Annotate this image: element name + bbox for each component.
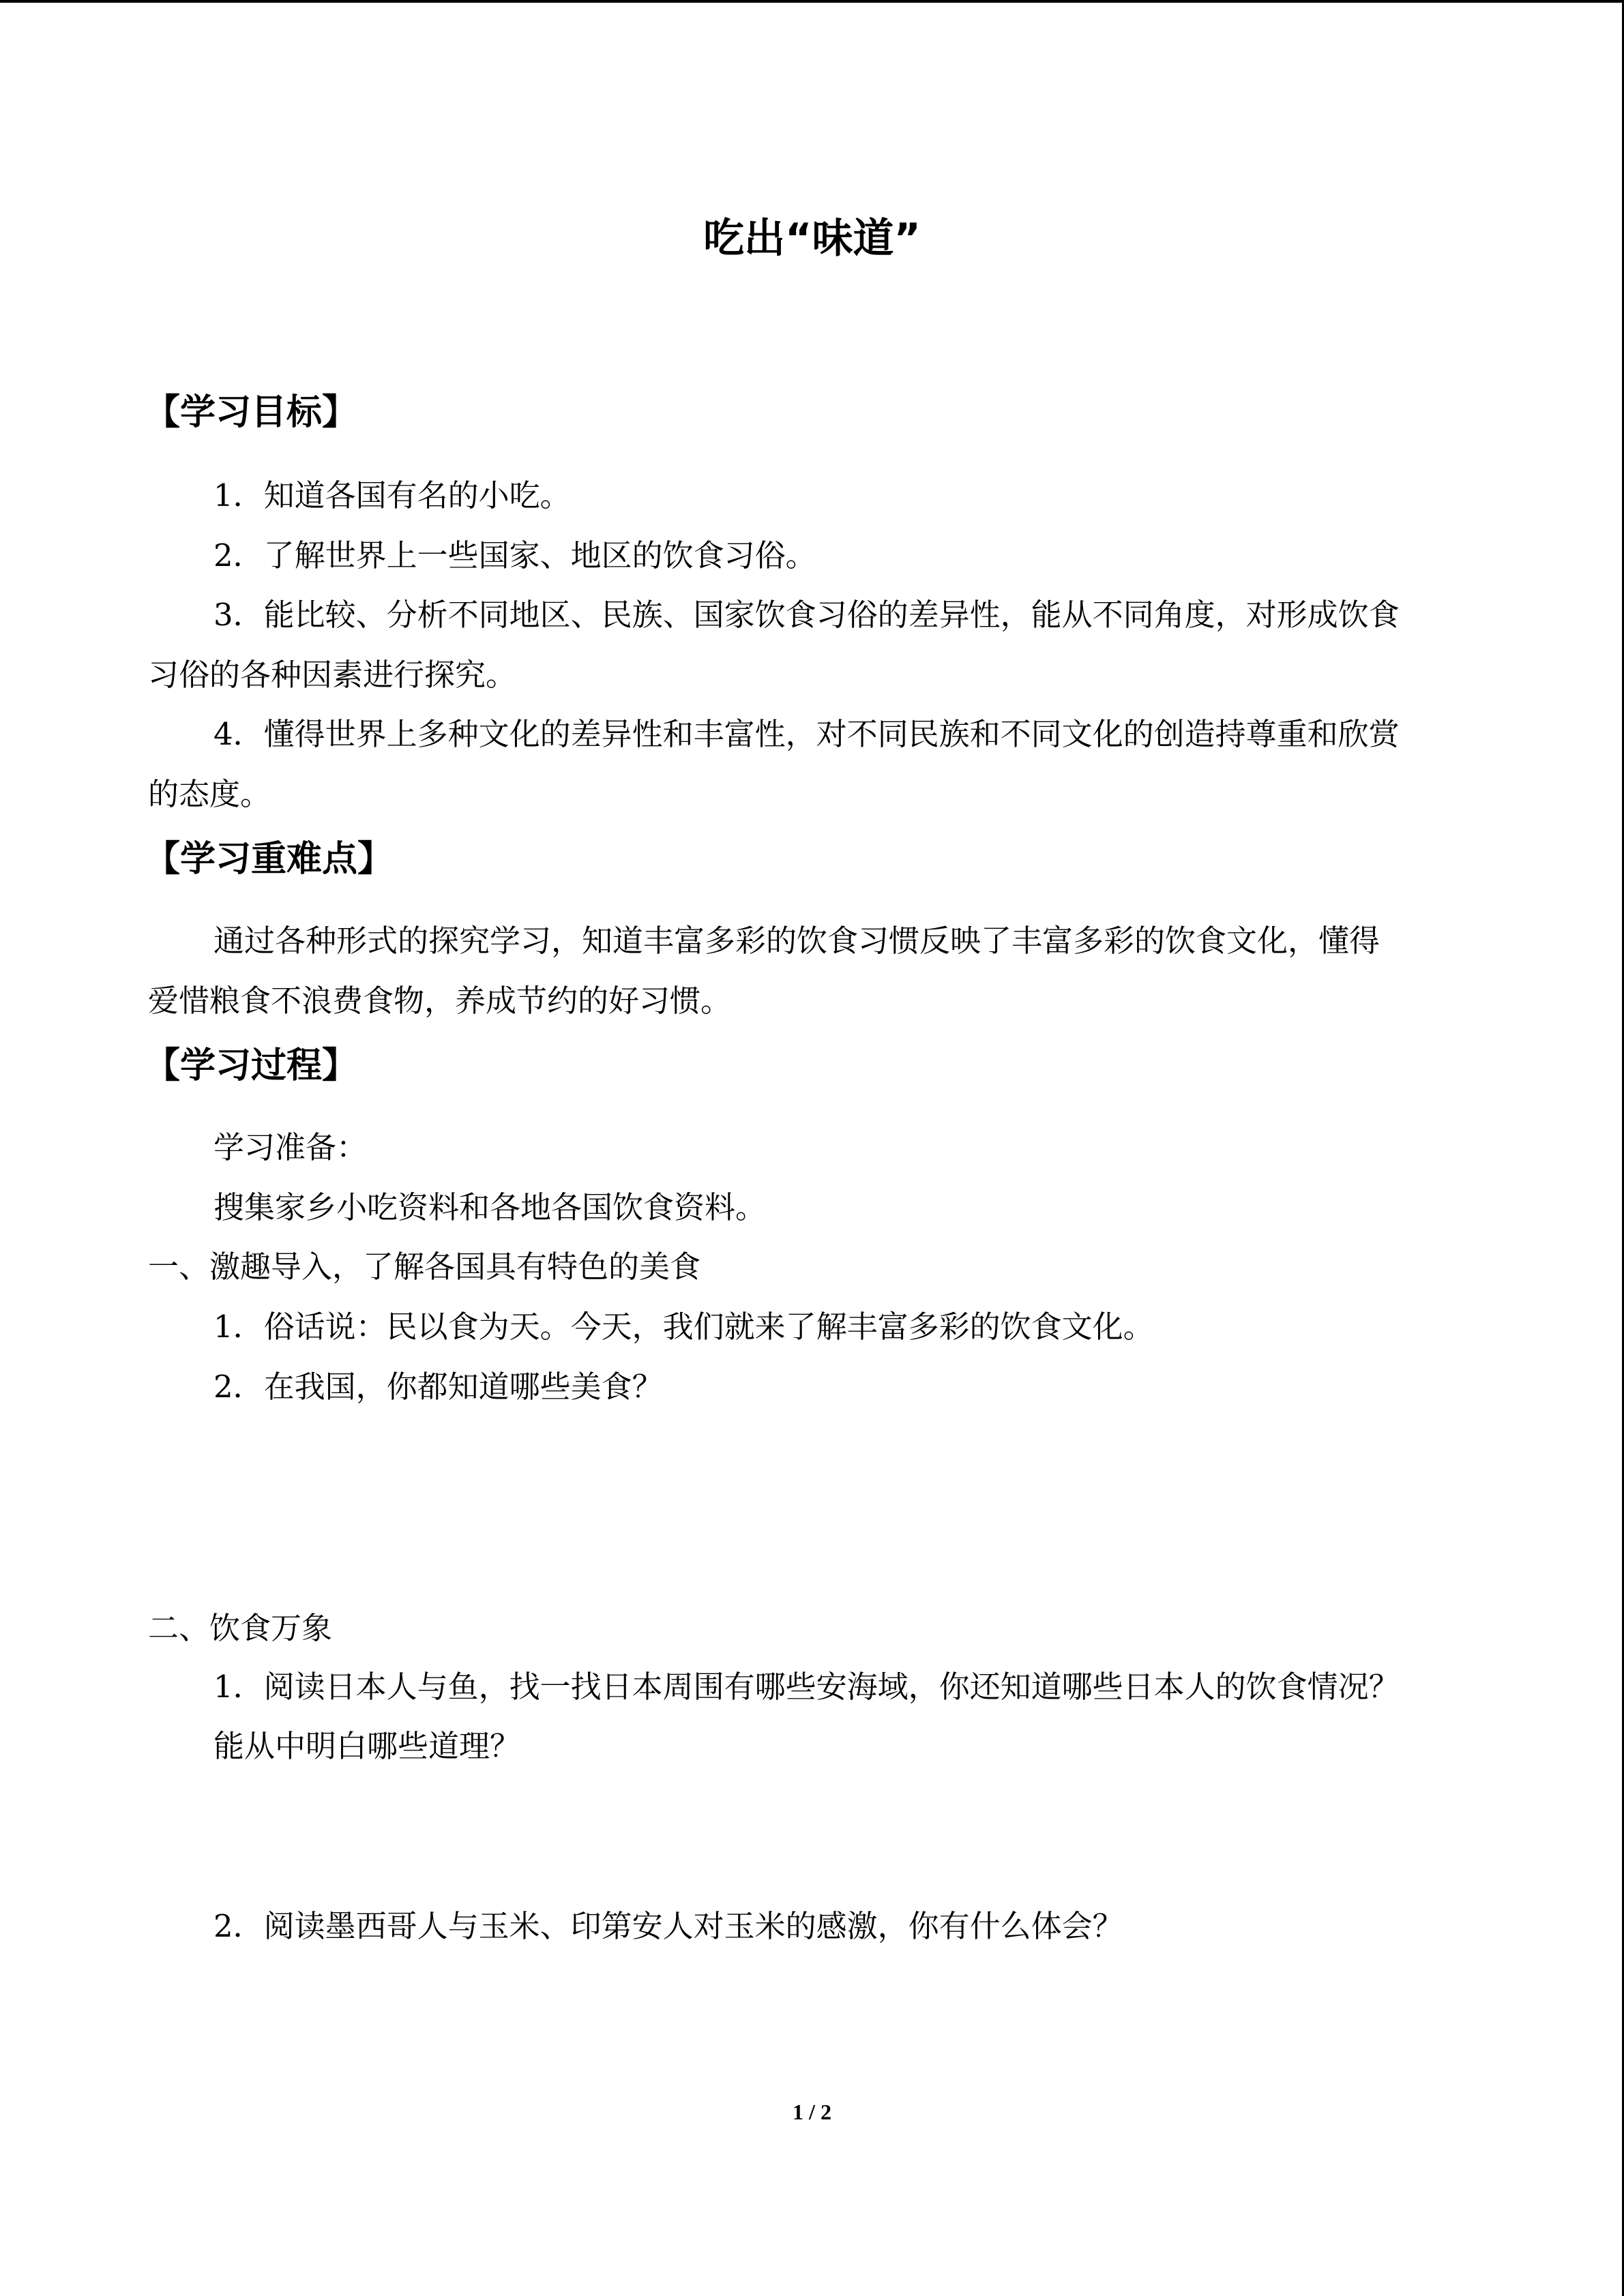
prep-text: 搜集家乡小吃资料和各地各国饮食资料。 — [213, 1189, 767, 1225]
objective-item-3-cont: 习俗的各种因素进行探究。 — [148, 657, 517, 693]
document-title: 吃出“味道” — [703, 215, 921, 263]
part2-item-1: 1．阅读日本人与鱼，找一找日本周围有哪些安海域，你还知道哪些日本人的饮食情况？ — [213, 1669, 1400, 1705]
page-top-border — [0, 0, 1624, 3]
process-heading: 【学习过程】 — [145, 1045, 358, 1086]
prep-label: 学习准备： — [213, 1129, 368, 1165]
key-points-line-1: 通过各种形式的探究学习，知道丰富多彩的饮食习惯反映了丰富多彩的饮食文化，懂得 — [213, 923, 1381, 959]
part1-item-2: 2．在我国，你都知道哪些美食？ — [213, 1369, 663, 1405]
part2-item-2: 2．阅读墨西哥人与玉米、印第安人对玉米的感激，你有什么体会？ — [213, 1908, 1123, 1944]
objective-item-1: 1．知道各国有名的小吃。 — [213, 477, 571, 513]
objective-item-4: 4．懂得世界上多种文化的差异性和丰富性，对不同民族和不同文化的创造持尊重和欣赏 — [213, 716, 1400, 752]
page-number: 1 / 2 — [793, 2100, 831, 2124]
part2-title: 二、饮食万象 — [148, 1610, 333, 1646]
objective-item-2: 2．了解世界上一些国家、地区的饮食习俗。 — [213, 537, 816, 573]
key-points-line-2: 爱惜粮食不浪费食物，养成节约的好习惯。 — [148, 983, 732, 1019]
key-points-heading: 【学习重难点】 — [145, 839, 394, 880]
objective-item-3: 3．能比较、分析不同地区、民族、国家饮食习俗的差异性，能从不同角度，对形成饮食 — [213, 597, 1400, 633]
part1-item-1: 1．俗话说：民以食为天。今天，我们就来了解丰富多彩的饮食文化。 — [213, 1309, 1154, 1345]
objectives-heading: 【学习目标】 — [145, 392, 358, 433]
part1-title: 一、激趣导入，了解各国具有特色的美食 — [148, 1249, 701, 1285]
objective-item-4-cont: 的态度。 — [148, 776, 271, 812]
part2-item-1-cont: 能从中明白哪些道理？ — [213, 1728, 521, 1764]
